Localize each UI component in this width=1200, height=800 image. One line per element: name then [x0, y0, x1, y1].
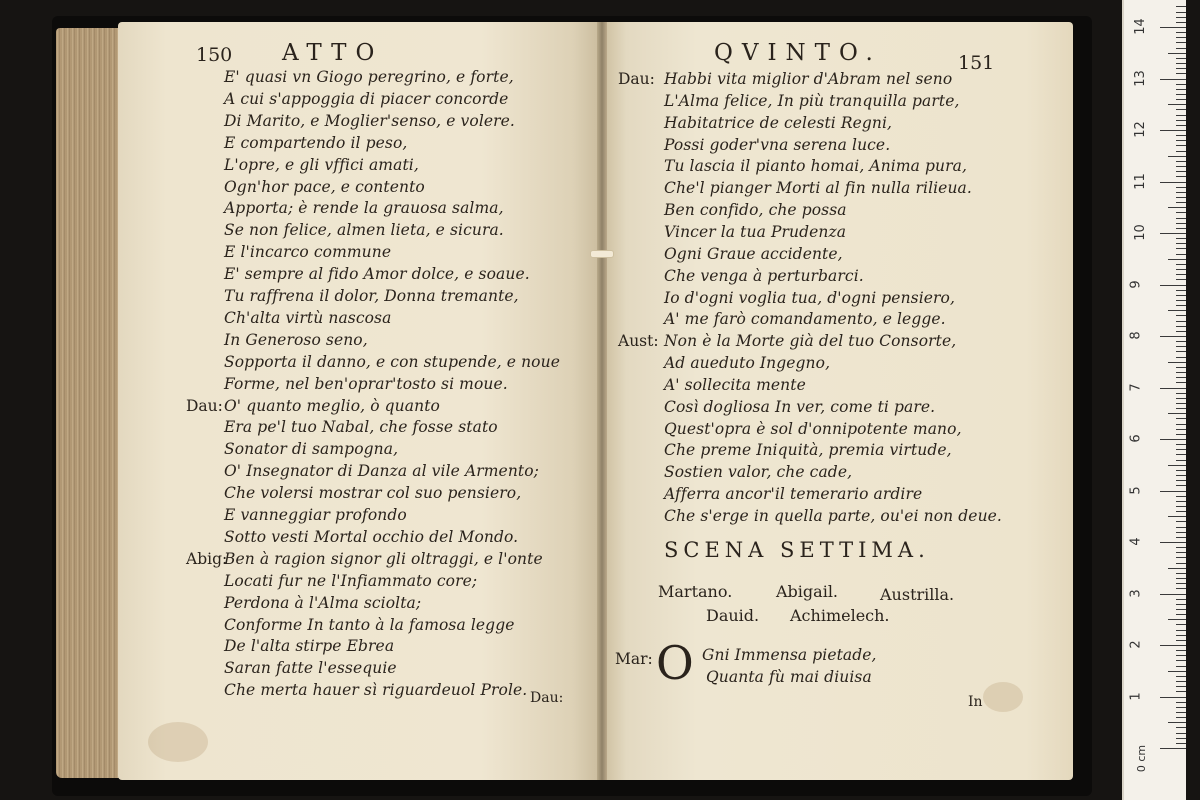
ruler-tick [1176, 58, 1186, 59]
ruler-tick [1176, 290, 1186, 291]
ruler-tick [1176, 630, 1186, 631]
right-catchword: In [968, 694, 983, 710]
ruler-tick [1176, 398, 1186, 399]
ruler-tick [1176, 17, 1186, 18]
ruler-number: 10 [1132, 224, 1148, 241]
text-line: O' quanto meglio, ò quanto [224, 396, 440, 415]
ruler-tick [1160, 594, 1186, 595]
ruler-tick [1176, 480, 1186, 481]
ruler-tick [1176, 346, 1186, 347]
ruler-number: 3 [1128, 588, 1144, 598]
book-fore-edge [56, 28, 126, 778]
ruler-tick [1160, 27, 1186, 28]
ruler-tick [1176, 326, 1186, 327]
text-line: Locati fur ne l'Infiammato core; [224, 571, 478, 590]
ruler-tick [1176, 418, 1186, 419]
ruler-tick [1176, 315, 1186, 316]
ruler-tick [1176, 650, 1186, 651]
text-line: Che preme Iniquità, premia virtude, [664, 441, 952, 460]
ruler-number: 4 [1128, 537, 1144, 546]
character-name: Austrilla. [880, 585, 955, 604]
ruler-tick [1176, 527, 1186, 528]
ruler-tick [1176, 109, 1186, 110]
text-line: Che volersi mostrar col suo pensiero, [224, 484, 522, 503]
ruler-tick [1176, 32, 1186, 33]
character-name: Dauid. [706, 606, 760, 625]
text-line: Apporta; è rende la grauosa salma, [224, 199, 504, 218]
ruler-tick [1168, 156, 1186, 157]
ruler-unit-label: 0 cm [1135, 744, 1149, 773]
text-line: A' sollecita mente [664, 375, 806, 394]
character-name: Abigail. [776, 582, 839, 601]
ruler-tick [1160, 748, 1186, 749]
ruler-tick [1176, 99, 1186, 100]
text-line: Di Marito, e Moglier'senso, e volere. [224, 111, 515, 130]
ruler-number: 11 [1132, 172, 1148, 190]
ruler-tick [1176, 470, 1186, 471]
text-line: Che s'erge in quella parte, ou'ei non deue. [664, 507, 1002, 525]
ruler-tick [1176, 660, 1186, 661]
text-line: Ogn'hor pace, e contento [224, 177, 425, 196]
ruler-tick [1176, 161, 1186, 162]
ruler-tick [1176, 300, 1186, 301]
ruler-tick [1160, 645, 1186, 646]
drop-cap: O [656, 636, 694, 690]
ruler-tick [1176, 202, 1186, 203]
ruler-tick [1176, 547, 1186, 548]
left-page-number: 150 [196, 44, 233, 66]
ruler-tick [1176, 73, 1186, 74]
ruler-tick [1160, 285, 1186, 286]
ruler-tick [1168, 53, 1186, 54]
text-line: Gni Immensa pietade, [702, 646, 877, 664]
ruler-tick [1176, 511, 1186, 512]
ruler-tick [1176, 12, 1186, 13]
text-line: O' Insegnator di Danza al vile Armento; [224, 462, 539, 481]
ruler-tick [1176, 429, 1186, 430]
text-line: Ben à ragion signor gli oltraggi, e l'onte [224, 549, 543, 568]
ruler-tick [1168, 568, 1186, 569]
ruler-tick [1176, 37, 1186, 38]
ruler-tick [1176, 408, 1186, 409]
text-line: Quanta fù mai diuisa [706, 668, 872, 686]
ruler-tick [1176, 501, 1186, 502]
text-line: Era pe'l tuo Nabal, che fosse stato [224, 418, 498, 437]
text-line: Habbi vita miglior d'Abram nel seno [664, 70, 953, 88]
ruler-tick [1160, 79, 1186, 80]
ruler-tick [1176, 444, 1186, 445]
text-line: In Generoso seno, [224, 330, 368, 349]
text-line: Ad aueduto Ingegno, [664, 354, 831, 373]
ruler-tick [1176, 702, 1186, 703]
ruler-tick [1160, 439, 1186, 440]
ruler-tick [1176, 727, 1186, 728]
ruler-tick [1176, 475, 1186, 476]
ruler-tick [1176, 120, 1186, 121]
ruler-tick [1176, 68, 1186, 69]
text-line: Ben confido, che possa [664, 201, 847, 220]
ruler-tick [1160, 182, 1186, 183]
ruler-tick [1176, 274, 1186, 275]
book-gutter [597, 22, 607, 780]
text-line: Quest'opra è sol d'onnipotente mano, [664, 419, 962, 438]
ruler-tick [1160, 491, 1186, 492]
ruler-tick [1176, 609, 1186, 610]
ruler-tick [1168, 207, 1186, 208]
ruler-tick [1176, 295, 1186, 296]
ruler-tick [1176, 341, 1186, 342]
ruler-number: 5 [1128, 485, 1144, 495]
ruler-tick [1176, 588, 1186, 589]
ruler-number: 13 [1132, 69, 1148, 87]
text-line: Così dogliosa In ver, come ti pare. [664, 397, 936, 416]
ruler-tick [1176, 192, 1186, 193]
ruler-tick [1176, 372, 1186, 373]
character-name: Achimelech. [790, 606, 890, 625]
ruler-tick [1168, 465, 1186, 466]
ruler-tick [1176, 557, 1186, 558]
text-line: Sostien valor, che cade, [664, 463, 853, 482]
ruler-number: 12 [1132, 121, 1148, 138]
ruler-tick [1160, 130, 1186, 131]
ruler-tick [1176, 115, 1186, 116]
ruler-tick [1176, 48, 1186, 49]
text-line: Conforme In tanto à la famosa legge [224, 615, 515, 634]
ruler-tick [1160, 233, 1186, 234]
ruler-tick [1168, 671, 1186, 672]
ruler-tick [1176, 460, 1186, 461]
ruler-tick [1176, 269, 1186, 270]
ruler-tick [1176, 218, 1186, 219]
ruler-tick [1160, 697, 1186, 698]
ruler-number: 7 [1128, 382, 1144, 392]
ruler-number: 8 [1128, 331, 1144, 340]
ruler-number: 2 [1128, 640, 1144, 649]
text-line: Tu raffrena il dolor, Donna tremante, [224, 287, 519, 305]
ruler-tick [1176, 583, 1186, 584]
ruler-tick [1176, 357, 1186, 358]
character-name: Martano. [658, 582, 733, 601]
ruler-tick [1160, 542, 1186, 543]
speaker-label: Aust: [618, 332, 659, 351]
right-page-number: 151 [958, 52, 995, 74]
text-line: Io d'ogni voglia tua, d'ogni pensiero, [664, 288, 956, 307]
text-line: Afferra ancor'il temerario ardire [664, 485, 923, 504]
ruler-tick [1168, 619, 1186, 620]
ruler-tick [1176, 573, 1186, 574]
ruler-tick [1176, 552, 1186, 553]
ruler-number: 9 [1128, 279, 1144, 289]
text-line: Sopporta il danno, e con stupende, e noue [224, 352, 560, 371]
text-line: A' me farò comandamento, e legge. [664, 310, 946, 329]
ruler-tick [1168, 104, 1186, 105]
ruler-tick [1176, 176, 1186, 177]
ruler-tick [1176, 733, 1186, 734]
ruler-number: 14 [1132, 18, 1148, 35]
ruler-tick [1176, 532, 1186, 533]
text-line: Saran fatte l'essequie [224, 659, 397, 678]
ruler-tick [1176, 228, 1186, 229]
text-line: De l'alta stirpe Ebrea [224, 637, 395, 656]
ruler-tick [1176, 393, 1186, 394]
ruler-tick [1176, 604, 1186, 605]
text-line: Possi goder'vna serena luce. [664, 135, 891, 154]
ruler-tick [1176, 738, 1186, 739]
ruler-tick [1176, 238, 1186, 239]
ruler-tick [1168, 362, 1186, 363]
text-line: E vanneggiar profondo [224, 506, 407, 524]
measuring-ruler [1122, 0, 1186, 800]
text-line: A cui s'appoggia di piacer concorde [224, 89, 509, 108]
ruler-tick [1176, 367, 1186, 368]
ruler-tick [1168, 413, 1186, 414]
text-line: Se non felice, almen lieta, e sicura. [224, 221, 504, 240]
speaker-label: Abig: [186, 549, 228, 568]
ruler-tick [1176, 145, 1186, 146]
ruler-tick [1176, 655, 1186, 656]
ruler-tick [1160, 336, 1186, 337]
text-line: Vincer la tua Prudenza [664, 222, 847, 241]
ruler-tick [1176, 686, 1186, 687]
ruler-tick [1176, 635, 1186, 636]
speaker-label: Dau: [186, 396, 223, 415]
text-line: Perdona à l'Alma sciolta; [224, 593, 422, 612]
ruler-tick [1176, 264, 1186, 265]
ruler-tick [1176, 449, 1186, 450]
ruler-tick [1176, 521, 1186, 522]
ruler-tick [1176, 22, 1186, 23]
ruler-tick [1176, 279, 1186, 280]
ruler-tick [1176, 377, 1186, 378]
ruler-tick [1176, 351, 1186, 352]
ruler-tick [1176, 681, 1186, 682]
text-line: L'opre, e gli vffici amati, [224, 155, 419, 174]
text-line: Sotto vesti Mortal occhio del Mondo. [224, 527, 519, 546]
ruler-tick [1176, 614, 1186, 615]
ruler-tick [1168, 516, 1186, 517]
ruler-tick [1168, 259, 1186, 260]
ruler-tick [1176, 197, 1186, 198]
ruler-tick [1176, 743, 1186, 744]
ruler-tick [1176, 676, 1186, 677]
ruler-tick [1168, 722, 1186, 723]
ruler-tick [1176, 691, 1186, 692]
text-line: Che'l pianger Morti al fin nulla rilieua. [664, 179, 972, 198]
paper-stain [983, 682, 1023, 712]
text-line: E' sempre al fido Amor dolce, e soaue. [224, 265, 530, 284]
text-line: Che venga à perturbarci. [664, 266, 864, 285]
text-line: Ch'alta virtù nascosa [224, 308, 392, 327]
ruler-tick [1176, 537, 1186, 538]
ruler-tick [1176, 6, 1186, 7]
ruler-tick [1176, 89, 1186, 90]
ruler-tick [1176, 243, 1186, 244]
ruler-tick [1176, 254, 1186, 255]
ruler-tick [1168, 310, 1186, 311]
ruler-tick [1176, 223, 1186, 224]
ruler-tick [1176, 63, 1186, 64]
ruler-tick [1176, 578, 1186, 579]
scene-title: SCENA SETTIMA. [664, 538, 930, 562]
ruler-number: 6 [1128, 434, 1144, 443]
ruler-tick [1176, 454, 1186, 455]
ruler-tick [1176, 506, 1186, 507]
ruler-tick [1176, 717, 1186, 718]
ruler-tick [1176, 212, 1186, 213]
text-line: Tu lascia il pianto homai, Anima pura, [664, 157, 967, 176]
text-line: Forme, nel ben'oprar'tosto si moue. [224, 374, 508, 393]
ruler-tick [1176, 485, 1186, 486]
right-running-head: QVINTO. [714, 40, 882, 66]
ruler-tick [1176, 712, 1186, 713]
ruler-tick [1176, 424, 1186, 425]
ruler-tick [1176, 135, 1186, 136]
text-line: L'Alma felice, In più tranquilla parte, [664, 91, 960, 110]
ruler-tick [1176, 248, 1186, 249]
text-line: E l'incarco commune [224, 243, 392, 262]
ruler-tick [1176, 434, 1186, 435]
ruler-tick [1176, 707, 1186, 708]
speaker-label: Dau: [618, 70, 655, 88]
left-running-head: ATTO [282, 40, 384, 66]
ruler-tick [1176, 171, 1186, 172]
ruler-tick [1176, 382, 1186, 383]
text-line: E' quasi vn Giogo peregrino, e forte, [224, 68, 514, 86]
ruler-tick [1176, 640, 1186, 641]
text-line: Sonator di sampogna, [224, 440, 399, 459]
text-line: Che merta hauer sì riguardeuol Prole. [224, 681, 528, 700]
ruler-tick [1176, 140, 1186, 141]
speaker-label: Mar: [615, 650, 653, 668]
ruler-tick [1176, 599, 1186, 600]
left-catchword: Dau: [530, 690, 564, 706]
ruler-tick [1176, 94, 1186, 95]
ruler-tick [1176, 305, 1186, 306]
text-line: Ogni Graue accidente, [664, 244, 843, 263]
ruler-tick [1176, 496, 1186, 497]
ruler-tick [1176, 563, 1186, 564]
text-line: Habitatrice de celesti Regni, [664, 113, 893, 132]
text-line: Non è la Morte già del tuo Consorte, [664, 332, 957, 351]
paper-stain [148, 722, 208, 762]
ruler-tick [1176, 666, 1186, 667]
ruler-tick [1176, 42, 1186, 43]
binding-thread [590, 250, 614, 258]
ruler-tick [1176, 187, 1186, 188]
ruler-tick [1176, 125, 1186, 126]
ruler-tick [1160, 388, 1186, 389]
ruler-tick [1176, 321, 1186, 322]
ruler-tick [1176, 331, 1186, 332]
ruler-number: 1 [1128, 691, 1144, 701]
text-line: E compartendo il peso, [224, 133, 408, 152]
ruler-tick [1176, 84, 1186, 85]
ruler-tick [1176, 166, 1186, 167]
ruler-tick [1176, 624, 1186, 625]
ruler-tick [1176, 403, 1186, 404]
ruler-tick [1176, 151, 1186, 152]
